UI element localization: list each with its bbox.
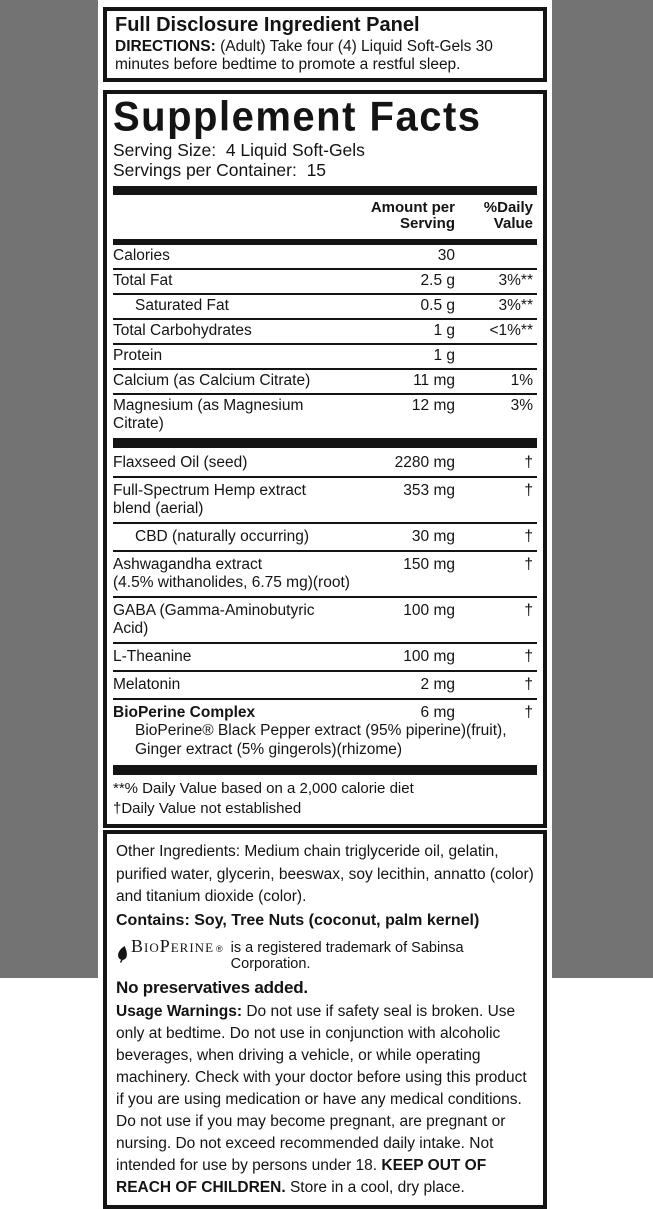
ingredient-amount: 1 g (433, 347, 455, 365)
ingredient-subline: (4.5% withanolides, 6.75 mg)(root) (113, 573, 350, 591)
fact-row (113, 522, 537, 550)
facts-footnotes (113, 779, 537, 819)
ingredient-panel-header-box (103, 7, 547, 82)
ingredient-daily-value: † (524, 676, 533, 694)
ingredient-name: CBD (naturally occurring) (135, 527, 309, 545)
ingredient-name: Calcium (as Calcium Citrate) (113, 372, 311, 390)
ingredient-name: L-Theanine (113, 648, 192, 666)
ingredient-amount: 12 mg (411, 397, 455, 415)
ingredient-amount: 100 mg (403, 648, 455, 666)
supplement-label (98, 0, 552, 1197)
footnote-dagger: †Daily Value not established (113, 800, 302, 818)
directions-body: (Adult) Take four (4) Liquid Soft-Gels 30 minutes before bedtime to promote a restful sleep. (115, 38, 493, 73)
ingredient-subline: Ginger extract (5% gingerols)(rhizome) (135, 740, 403, 758)
fact-row (113, 368, 537, 393)
ingredient-name: Total Fat (113, 272, 173, 290)
ingredient-amount: 2280 mg (394, 454, 455, 472)
fact-row (113, 268, 537, 293)
ingredient-name: Calories (113, 247, 170, 265)
ingredient-name: Flaxseed Oil (seed) (113, 454, 248, 472)
ingredient-daily-value: <1%** (489, 322, 533, 340)
fact-row (113, 596, 537, 642)
serving-size: Serving Size: 4 Liquid Soft-Gels (113, 139, 365, 160)
herbal-rows (113, 450, 537, 763)
fact-row (113, 670, 537, 698)
ingredient-name: GABA (Gamma-Aminobutyric Acid) (113, 602, 315, 638)
ingredient-daily-value: 3% (510, 397, 533, 415)
ingredient-name: BioPerine Complex (113, 704, 256, 722)
usage-warnings-label: Usage Warnings: (116, 1003, 243, 1021)
ingredient-name: Saturated Fat (135, 297, 229, 315)
ingredient-amount: 2 mg (420, 676, 455, 694)
ingredient-daily-value: † (524, 454, 533, 472)
ingredient-amount: 2.5 g (420, 272, 455, 290)
ingredient-amount: 30 (437, 247, 455, 265)
usage-warnings-text: Do not use if safety seal is broken. Use only at bedtime. Do not use in conjunction with alcoholic beverages, when driving a vehicle, or while operating machinery. Check with your doctor before using this product if you are using medication or have any medical conditions. Do not use if you may become pregnant, are pregnant or nursing. Do not exceed recommended daily intake. Not intended for use by persons under 18. (116, 1003, 527, 1175)
trademark-line (116, 936, 534, 972)
directions-label: DIRECTIONS: (115, 38, 216, 55)
fact-row (113, 642, 537, 670)
ingredient-daily-value: † (524, 602, 533, 620)
daily-value-header: %Daily Value (483, 198, 533, 233)
fact-row (113, 550, 537, 597)
ingredient-daily-value: † (524, 527, 533, 545)
facts-column-header (113, 197, 537, 238)
contains-statement: Contains: Soy, Tree Nuts (coconut, palm kernel) (116, 912, 480, 930)
ingredient-daily-value: 1% (510, 372, 533, 390)
divider-bar (113, 186, 537, 195)
other-info-box (103, 830, 547, 1209)
ingredient-amount: 100 mg (403, 602, 455, 620)
ingredient-name: Total Carbohydrates (113, 322, 252, 340)
fact-row (113, 318, 537, 343)
ingredient-daily-value: † (524, 648, 533, 666)
ingredient-amount: 1 g (433, 322, 455, 340)
fact-row (113, 450, 537, 476)
fact-row (113, 698, 537, 763)
ingredient-daily-value: † (524, 481, 533, 499)
amount-per-serving-header: Amount per Serving (370, 198, 455, 233)
ingredient-amount: 150 mg (403, 555, 455, 573)
supplement-facts-box (103, 90, 547, 828)
ingredient-daily-value: † (524, 555, 533, 573)
ingredient-amount: 6 mg (420, 704, 455, 722)
ingredient-name: Melatonin (113, 676, 181, 694)
ingredient-amount: 30 mg (411, 527, 455, 545)
other-ingredients: Other Ingredients: Medium chain triglyceride oil, gelatin, purified water, glycerin, beeswax, soy lecithin, annatto (color) and titanium dioxide (color). (116, 843, 534, 906)
bioperine-brand: BioPerine (131, 936, 215, 957)
ingredient-amount: 0.5 g (420, 297, 455, 315)
ingredient-amount: 11 mg (413, 372, 455, 390)
ingredient-name: Full-Spectrum Hemp extract blend (aerial) (113, 481, 306, 517)
ingredient-name: Protein (113, 347, 163, 365)
footnote-daily-value: **% Daily Value based on a 2,000 calorie diet (113, 780, 414, 798)
supplement-facts-title: Supplement Facts (113, 93, 482, 140)
fact-row (113, 343, 537, 368)
no-preservatives: No preservatives added. (116, 978, 308, 998)
ingredient-daily-value: † (524, 704, 533, 722)
divider-bar (113, 438, 537, 448)
divider-bar (113, 765, 537, 775)
fact-row (113, 293, 537, 318)
ingredient-daily-value: 3%** (498, 272, 533, 290)
fact-row (113, 476, 537, 522)
trademark-text: is a registered trademark of Sabinsa Corporation. (230, 940, 464, 973)
ingredient-name: Magnesium (as Magnesium Citrate) (113, 397, 304, 433)
ingredient-daily-value: 3%** (498, 297, 533, 315)
storage-instructions: Store in a cool, dry place. (289, 1179, 465, 1197)
ingredient-amount: 353 mg (403, 481, 455, 499)
fact-row (113, 245, 537, 268)
bioperine-leaf-icon (116, 946, 129, 963)
fact-row (113, 393, 537, 436)
nutrient-rows (113, 245, 537, 436)
usage-warnings (116, 1001, 534, 1199)
ingredient-name: Ashwagandha extract (113, 555, 263, 573)
keep-out-of-reach: KEEP OUT OF REACH OF CHILDREN. (116, 1157, 487, 1197)
ingredient-subline: BioPerine® Black Pepper extract (95% piperine)(fruit), (135, 722, 507, 740)
directions-text (115, 38, 535, 74)
servings-per-container: Servings per Container: 15 (113, 160, 327, 181)
panel-title: Full Disclosure Ingredient Panel (115, 14, 420, 36)
registered-mark: ® (216, 944, 223, 955)
